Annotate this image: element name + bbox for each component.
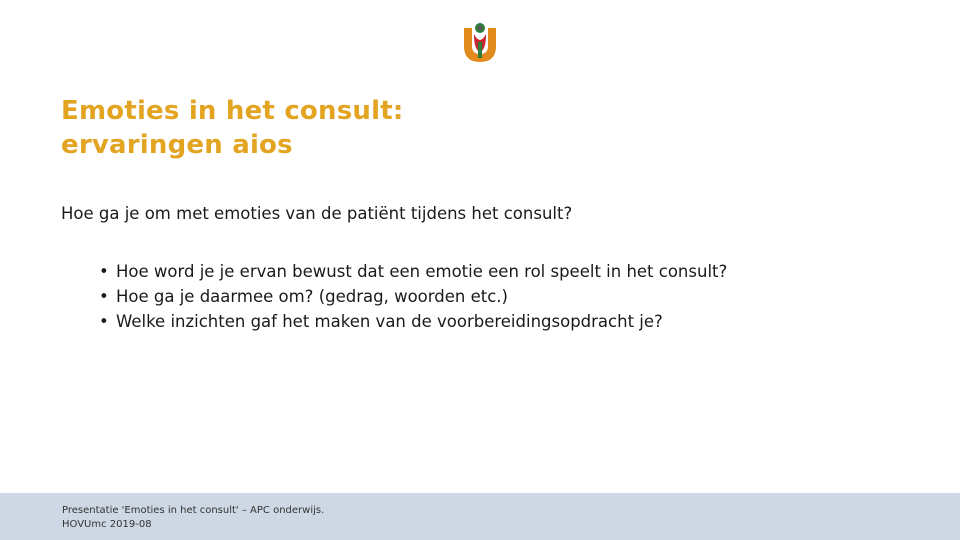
tulip-logo-icon <box>462 20 498 64</box>
main-question: Hoe ga je om met emoties van de patiënt tijdens het consult? <box>61 204 573 223</box>
bullet-dot-icon: • <box>99 312 109 331</box>
footer-line-1: Presentatie 'Emoties in het consult' – APC onderwijs. <box>62 505 325 516</box>
footer-line-2: HOVUmc 2019-08 <box>62 519 152 530</box>
bullet-text: Welke inzichten gaf het maken van de voorbereidingsopdracht je? <box>116 312 663 331</box>
bullet-item <box>99 259 727 284</box>
slide-title <box>61 94 403 162</box>
bullet-item <box>99 284 727 309</box>
bullet-text: Hoe word je je ervan bewust dat een emotie een rol speelt in het consult? <box>116 262 728 281</box>
title-line-1: Emoties in het consult: <box>61 96 404 126</box>
bullet-dot-icon: • <box>99 287 109 306</box>
bullet-list <box>99 259 727 334</box>
bullet-dot-icon: • <box>99 262 109 281</box>
bullet-item <box>99 309 727 334</box>
footer-text <box>62 504 324 532</box>
bullet-text: Hoe ga je daarmee om? (gedrag, woorden etc.) <box>116 287 508 306</box>
title-line-2: ervaringen aios <box>61 130 293 160</box>
